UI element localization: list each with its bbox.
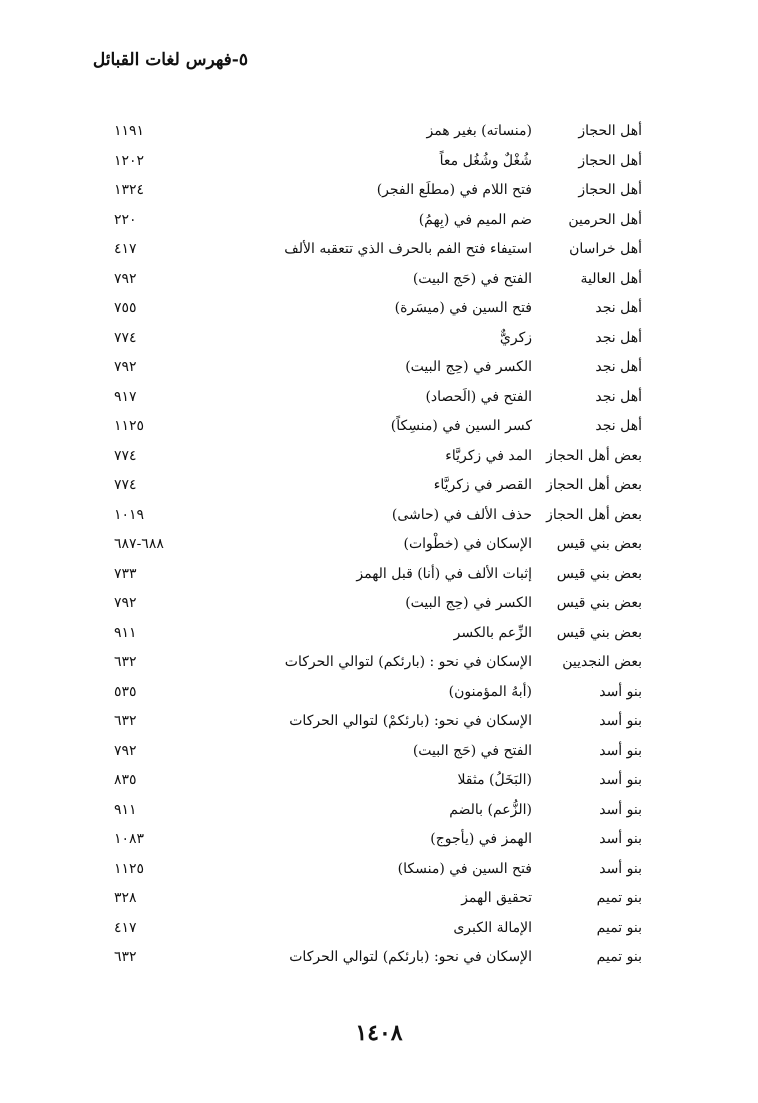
page-reference: ٦٣٢ (114, 713, 137, 729)
page-reference: ١٠٨٣ (114, 831, 145, 847)
page-number: ١٤٠٨ (355, 1020, 403, 1046)
tribe-name: بنو تميم (596, 890, 642, 906)
tribe-name: بعض بني قيس (556, 565, 642, 582)
table-row (0, 324, 758, 354)
dialect-description: الإسكان في نحو : (بارئكم) لتوالي الحركات (284, 654, 532, 670)
table-row (0, 737, 758, 767)
dialect-description: فتح السين في (ميسَرة) (394, 300, 532, 316)
tribe-name: بنو أسد (599, 713, 642, 729)
dialect-description: الكسر في (حِج البيت) (405, 359, 532, 375)
tribe-name: بعض النجديين (562, 654, 642, 670)
tribe-name: بنو أسد (599, 772, 642, 788)
tribe-name: بعض أهل الحجاز (546, 477, 642, 493)
tribe-name: أهل الحجاز (578, 123, 642, 139)
table-row (0, 412, 758, 442)
page-reference: ٦٣٢ (114, 654, 137, 670)
dialect-description: زكريٌّ (499, 329, 532, 346)
page-reference: ١١٩١ (114, 123, 145, 139)
dialect-description: الإمالة الكبرى (453, 919, 532, 936)
table-row (0, 176, 758, 206)
tribe-name: بنو أسد (599, 831, 642, 847)
table-row (0, 943, 758, 973)
dialect-description: الإسكان في نحو: (بارئكم) لتوالي الحركات (289, 949, 532, 965)
table-row (0, 117, 758, 147)
dialect-description: الفتح في (حَج البيت) (412, 742, 532, 759)
tribe-name: بنو أسد (599, 801, 642, 818)
tribe-name: بنو أسد (599, 860, 642, 877)
page-reference: ٤١٧ (114, 241, 137, 257)
page-reference: ١١٢٥ (114, 418, 145, 434)
page-reference: ٦٨٨-٦٨٧ (114, 536, 164, 552)
table-row (0, 353, 758, 383)
table-row (0, 884, 758, 914)
tribe-name: أهل الحرمين (568, 211, 642, 228)
dialect-description: الفتح في (الَحصاد) (425, 388, 532, 405)
table-row (0, 766, 758, 796)
table-row (0, 589, 758, 619)
table-row (0, 678, 758, 708)
dialect-description: ضم الميم في (بِهمُ) (418, 211, 532, 228)
dialect-description: الإسكان في نحو: (بارئكمْ) لتوالي الحركات (289, 713, 532, 729)
dialect-description: (الزُّعم) بالضم (449, 801, 532, 818)
table-row (0, 206, 758, 236)
tribe-name: بعض أهل الحجاز (546, 447, 642, 464)
page-reference: ١١٢٥ (114, 860, 145, 877)
page-reference: ٢٢٠ (114, 211, 137, 228)
table-row (0, 383, 758, 413)
page-reference: ١٢٠٢ (114, 152, 145, 169)
tribe-name: أهل الحجاز (578, 152, 642, 169)
page-reference: ٧٧٤ (114, 447, 137, 464)
page-reference: ٧٩٢ (114, 742, 137, 759)
table-row (0, 914, 758, 944)
index-table (0, 117, 758, 973)
dialect-description: الهمز في (يأجوج) (430, 831, 532, 847)
page-reference: ٧٩٢ (114, 270, 137, 287)
table-row (0, 442, 758, 472)
page-reference: ٥٣٥ (114, 683, 137, 700)
table-row (0, 147, 758, 177)
dialect-description: كسر السين في (منسِكاً) (390, 418, 532, 434)
dialect-description: (البَخَلُ) مثقلا (457, 772, 532, 788)
dialect-description: القصر في زكريَّاء (433, 477, 532, 493)
dialect-description: شُغْلٌ وشُغُل معاً (439, 152, 532, 169)
dialect-description: الكسر في (حِج البيت) (405, 595, 532, 611)
dialect-description: فتح اللام في (مطلَع الفجر) (376, 182, 532, 198)
tribe-name: أهل نجد (595, 359, 642, 375)
dialect-description: فتح السين في (منسكا) (397, 860, 532, 877)
dialect-description: الفتح في (حَج البيت) (412, 270, 532, 287)
dialect-description: إثبات الألف في (أنا) قبل الهمز (356, 565, 532, 582)
table-row (0, 619, 758, 649)
dialect-description: الإسكان في (خطْوات) (403, 536, 532, 552)
page-reference: ١٣٢٤ (114, 182, 145, 198)
tribe-name: أهل نجد (595, 418, 642, 434)
tribe-name: بنو تميم (596, 949, 642, 965)
tribe-name: أهل نجد (595, 329, 642, 346)
page-reference: ٧٩٢ (114, 359, 137, 375)
page-reference: ٣٢٨ (114, 890, 137, 906)
tribe-name: بعض أهل الحجاز (546, 506, 642, 523)
dialect-description: (أبهُ المؤمنون) (448, 683, 532, 700)
tribe-name: بنو تميم (596, 919, 642, 936)
dialect-description: حذف الألف في (حاشى) (391, 506, 532, 523)
table-row (0, 471, 758, 501)
page-reference: ٦٣٢ (114, 949, 137, 965)
dialect-description: المد في زكريَّاء (445, 447, 532, 464)
dialect-description: (منساته) بغير همز (426, 123, 532, 139)
table-row (0, 855, 758, 885)
table-row (0, 796, 758, 826)
table-row (0, 825, 758, 855)
page-reference: ١٠١٩ (114, 506, 145, 523)
table-row (0, 707, 758, 737)
tribe-name: أهل خراسان (569, 241, 642, 257)
page-reference: ٧٧٤ (114, 477, 137, 493)
page-header: ٥-فهرس لغات القبائل (92, 50, 248, 70)
tribe-name: أهل العالية (580, 270, 642, 287)
page-reference: ٤١٧ (114, 919, 137, 936)
page-reference: ٩١١ (114, 801, 137, 818)
table-row (0, 265, 758, 295)
page-reference: ٧٧٤ (114, 329, 137, 346)
dialect-description: استيفاء فتح الفم بالحرف الذي تتعقبه الألف (284, 241, 532, 257)
page-reference: ٧٥٥ (114, 300, 137, 316)
table-row (0, 648, 758, 678)
table-row (0, 235, 758, 265)
page-reference: ٩١١ (114, 624, 137, 641)
tribe-name: أهل نجد (595, 300, 642, 316)
tribe-name: بنو أسد (599, 742, 642, 759)
tribe-name: أهل الحجاز (578, 182, 642, 198)
tribe-name: بعض بني قيس (556, 624, 642, 641)
tribe-name: بعض بني قيس (556, 536, 642, 552)
page-reference: ٨٣٥ (114, 772, 137, 788)
table-row (0, 501, 758, 531)
dialect-description: تحقيق الهمز (461, 890, 532, 906)
dialect-description: الزِّعم بالكسر (453, 624, 532, 641)
tribe-name: بنو أسد (599, 683, 642, 700)
tribe-name: أهل نجد (595, 388, 642, 405)
table-row (0, 560, 758, 590)
table-row (0, 530, 758, 560)
tribe-name: بعض بني قيس (556, 595, 642, 611)
page-reference: ٧٣٣ (114, 565, 137, 582)
page-reference: ٩١٧ (114, 388, 137, 405)
page-reference: ٧٩٢ (114, 595, 137, 611)
table-row (0, 294, 758, 324)
